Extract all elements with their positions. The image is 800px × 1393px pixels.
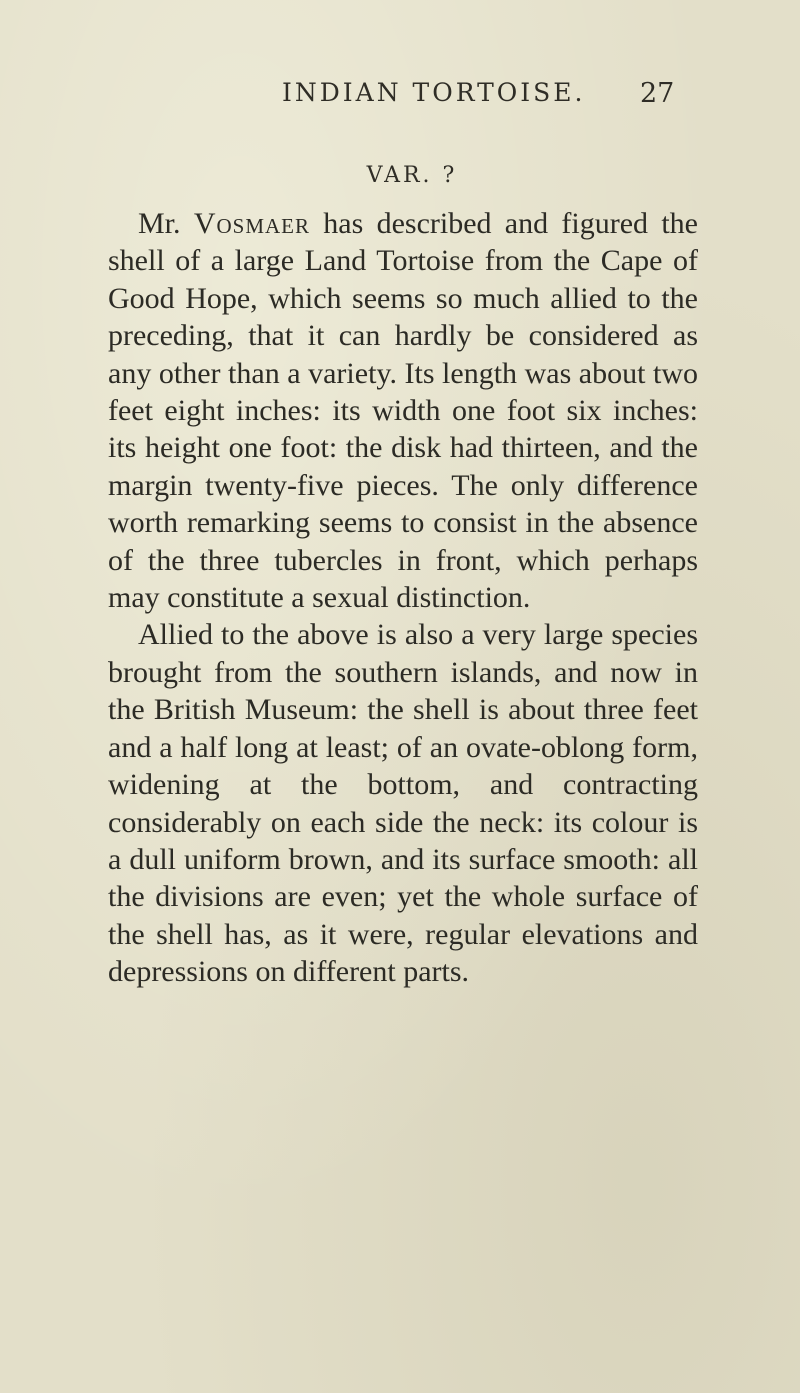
paragraph-1-text: has described and figured the shell of a large Land Tortoise from the Cape of Good Hope, which seems so much allied to the preceding, that it can hardly be considered as any other than a variety. Its length was about two feet eight inches: its width one foot six inches: its height one foot: the disk had thirteen, and the margin twenty-five pieces. The only difference worth remarking seems to consist in the absence of the three tubercles in front, which perhaps may constitute a sexual distinction. — [108, 207, 698, 615]
section-title: VAR. ? — [366, 163, 458, 188]
paragraph-1 — [108, 205, 698, 616]
running-title: INDIAN TORTOISE. — [282, 78, 586, 107]
paragraph-2: Allied to the above is also a very large species brought from the southern islands, and now in the British Museum: the shell is about three feet and a half long at least; of an ovate-oblong form, widening at the bottom, and contracting considerably on each side the neck: its colour is a dull uniform brown, and its surface smooth: all the divisions are even; yet the whole surface of the shell has, as it were, regular elevations and depressions on different parts. — [108, 618, 698, 989]
paragraph-1-lead-prefix: Mr. — [138, 207, 194, 240]
running-head — [0, 78, 800, 118]
body-text — [108, 205, 698, 991]
paragraph-1-lead-name: Vosmaer — [193, 207, 310, 240]
page-number: 27 — [640, 78, 675, 109]
